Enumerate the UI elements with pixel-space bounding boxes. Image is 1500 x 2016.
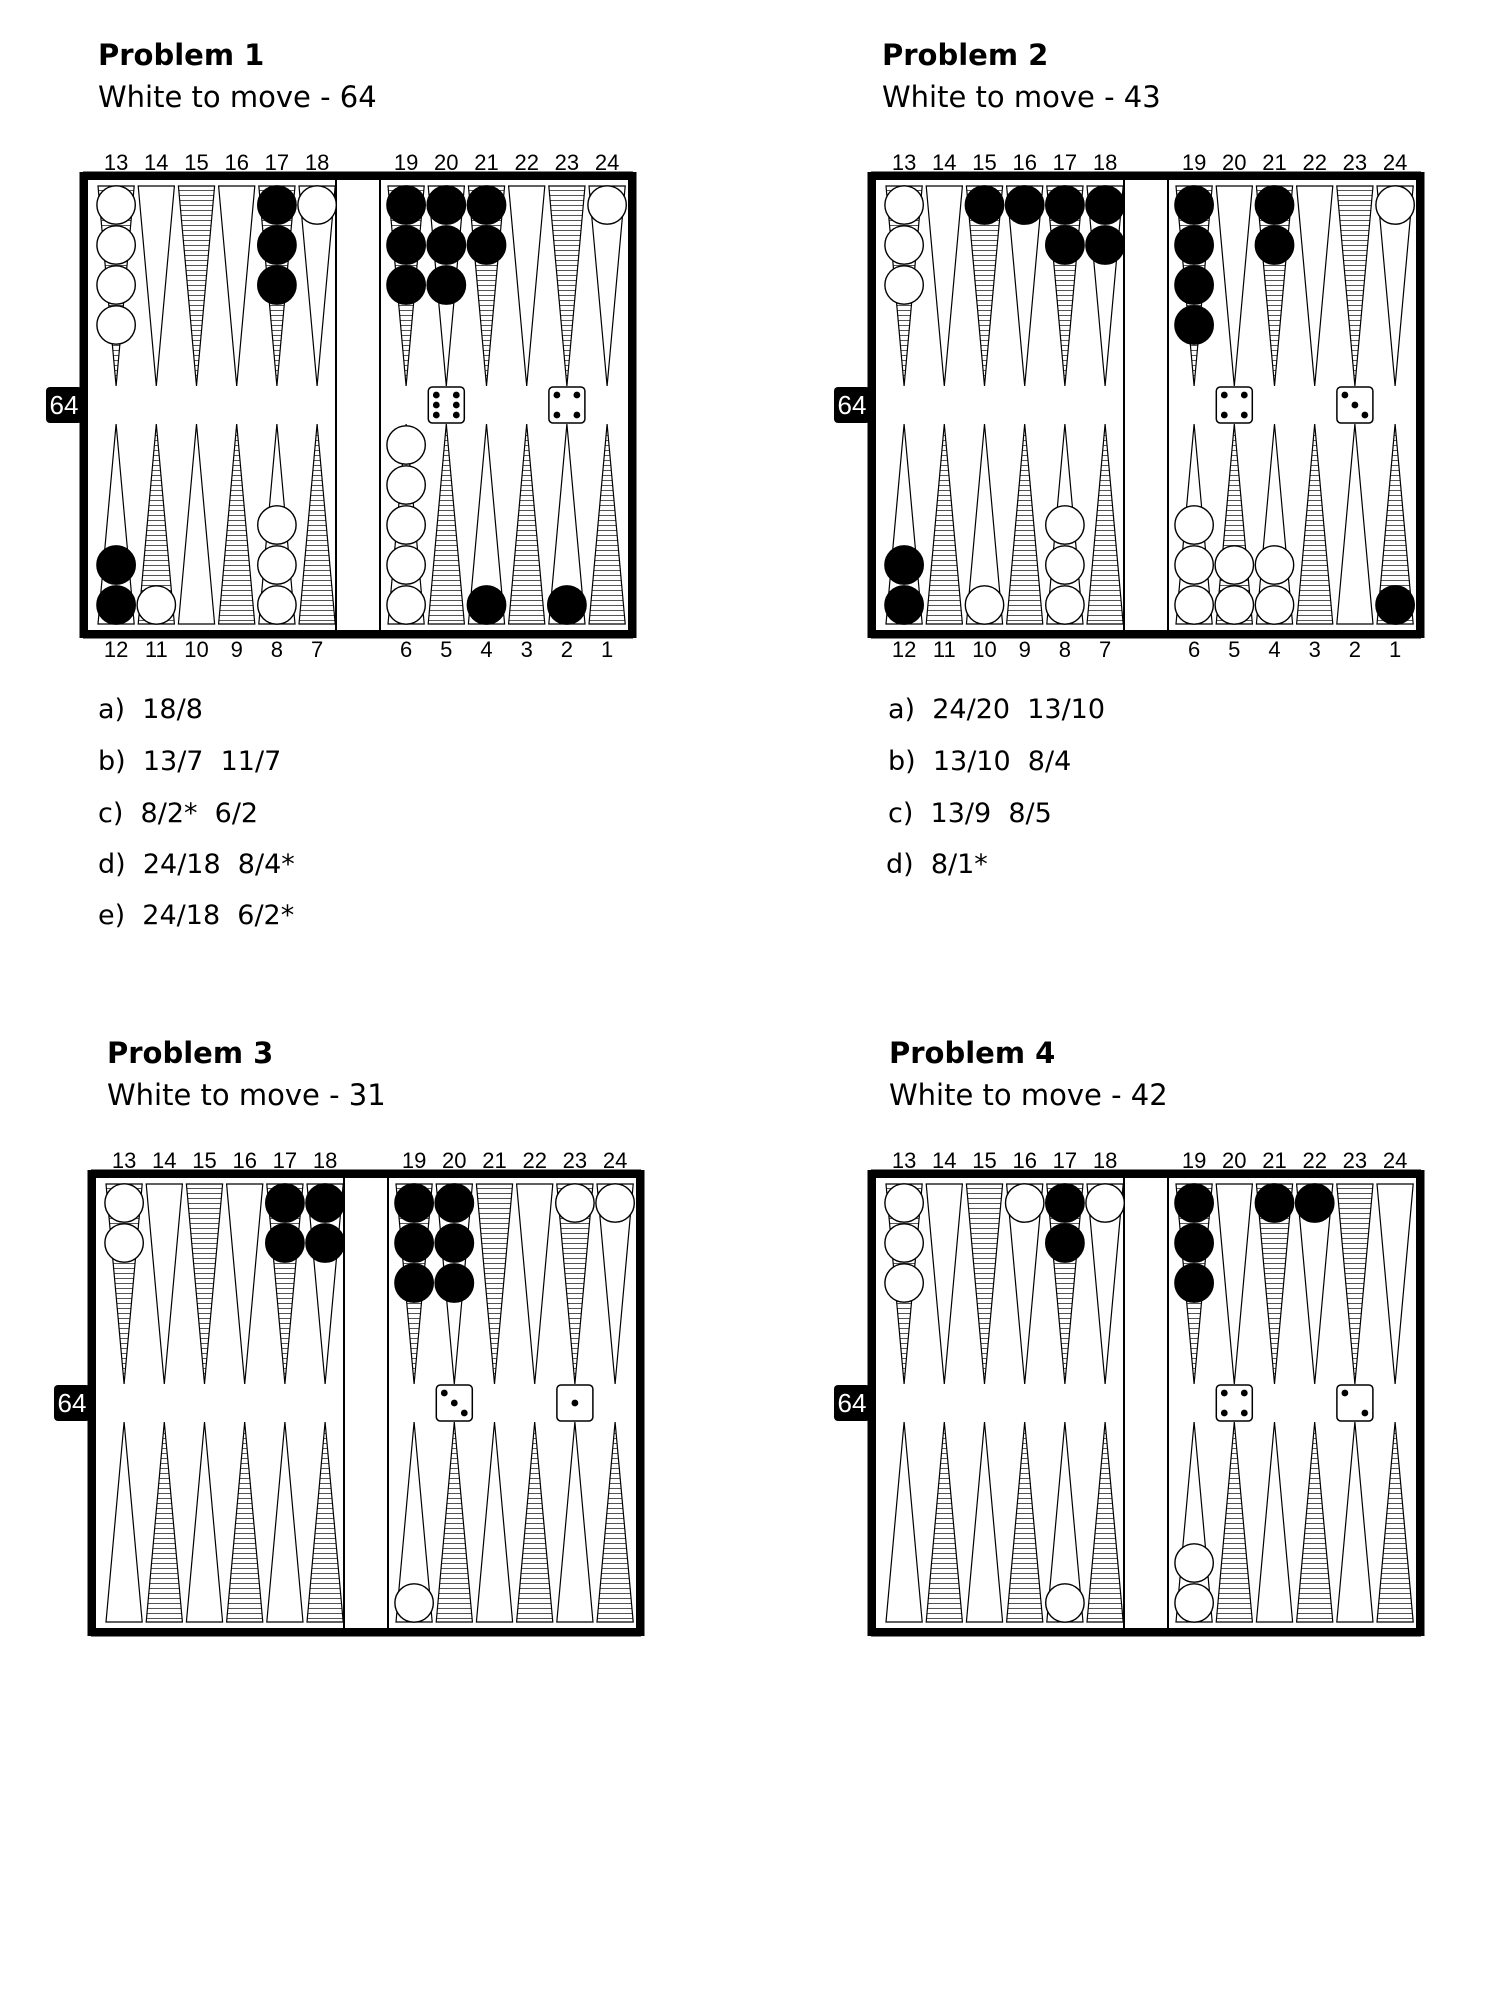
white-checker[interactable] [885, 1184, 923, 1222]
white-checker[interactable] [105, 1184, 143, 1222]
black-checker[interactable] [1296, 1184, 1334, 1222]
white-checker[interactable] [885, 226, 923, 264]
answer-option[interactable]: c) 8/2* 6/2 [98, 798, 259, 829]
point-number-label: 21 [1262, 1148, 1287, 1173]
point-number-label: 9 [1018, 637, 1031, 662]
point-number-label: 23 [562, 1148, 588, 1173]
point-number-label: 22 [522, 1148, 547, 1173]
point-number-label: 17 [272, 1148, 298, 1173]
white-checker[interactable] [1215, 546, 1253, 584]
black-checker[interactable] [395, 1184, 433, 1222]
white-checker[interactable] [1046, 506, 1084, 544]
black-checker[interactable] [435, 1184, 473, 1222]
point-number-label: 8 [1058, 637, 1072, 662]
black-checker[interactable] [885, 586, 923, 624]
black-checker[interactable] [1175, 266, 1213, 304]
black-checker[interactable] [1046, 1184, 1084, 1222]
white-checker[interactable] [387, 586, 425, 624]
die[interactable] [428, 387, 464, 423]
point-number-label: 11 [932, 637, 956, 662]
point-number-label: 24 [594, 150, 620, 175]
white-checker[interactable] [298, 186, 336, 224]
doubling-cube-value: 64 [837, 390, 867, 420]
black-checker[interactable] [266, 1224, 304, 1262]
point-number-label: 17 [1052, 1148, 1078, 1173]
die-pip [1362, 412, 1369, 419]
doubling-cube-value: 64 [57, 1388, 87, 1418]
problem-3 [57, 1036, 807, 2016]
die-pip [1352, 402, 1359, 409]
white-checker[interactable] [387, 506, 425, 544]
point-number-label: 14 [932, 1148, 957, 1173]
die-pip [574, 412, 581, 419]
black-checker[interactable] [1255, 1184, 1293, 1222]
black-checker[interactable] [387, 186, 425, 224]
die[interactable] [1337, 1385, 1373, 1421]
die-pip [1241, 1390, 1248, 1397]
black-checker[interactable] [467, 186, 505, 224]
problem-title: Problem 3 [107, 1036, 274, 1070]
answer-option[interactable]: a) 18/8 [98, 694, 203, 725]
die-pip [554, 392, 561, 399]
point-number-label: 20 [434, 150, 459, 175]
black-checker[interactable] [258, 186, 296, 224]
black-checker[interactable] [965, 186, 1003, 224]
die-pip [1221, 412, 1228, 419]
point-number-label: 3 [520, 637, 533, 662]
point-number-label: 17 [1052, 150, 1078, 175]
backgammon-board [46, 148, 646, 678]
problem-subtitle: White to move - 42 [889, 1078, 1168, 1112]
point-number-label: 6 [399, 637, 413, 662]
black-checker[interactable] [1376, 586, 1414, 624]
point-number-label: 7 [310, 637, 324, 662]
point-number-label: 15 [184, 150, 209, 175]
black-checker[interactable] [427, 266, 465, 304]
point-number-label: 6 [1187, 637, 1201, 662]
doubling-cube-value: 64 [837, 1388, 867, 1418]
die-pip [1241, 412, 1248, 419]
black-checker[interactable] [435, 1264, 473, 1302]
white-checker[interactable] [97, 186, 135, 224]
point-number-label: 13 [891, 1148, 917, 1173]
answer-option[interactable]: d) 24/18 8/4* [98, 849, 295, 880]
point-number-label: 13 [891, 150, 917, 175]
black-checker[interactable] [306, 1184, 344, 1222]
backgammon-board [834, 1146, 1434, 1676]
die[interactable] [549, 387, 585, 423]
point-number-label: 15 [972, 1148, 997, 1173]
point-number-label: 13 [111, 1148, 137, 1173]
white-checker[interactable] [1175, 546, 1213, 584]
point-number-label: 16 [224, 150, 249, 175]
point-number-label: 21 [482, 1148, 507, 1173]
point-number-label: 2 [1348, 637, 1362, 662]
white-checker[interactable] [105, 1224, 143, 1262]
point-number-label: 5 [1228, 637, 1241, 662]
black-checker[interactable] [1175, 1264, 1213, 1302]
white-checker[interactable] [1376, 186, 1414, 224]
black-checker[interactable] [435, 1224, 473, 1262]
problem-2 [837, 38, 1500, 1018]
point-number-label: 19 [393, 150, 419, 175]
white-checker[interactable] [258, 506, 296, 544]
point-number-label: 10 [184, 637, 209, 662]
point-number-label: 12 [891, 637, 917, 662]
point-number-label: 16 [1012, 150, 1037, 175]
white-checker[interactable] [965, 586, 1003, 624]
black-checker[interactable] [266, 1184, 304, 1222]
die-face [1216, 387, 1252, 423]
die-face [1337, 1385, 1373, 1421]
answer-option[interactable]: d) 8/1* [886, 849, 988, 880]
point-number-label: 20 [1222, 1148, 1247, 1173]
point-number-label: 1 [600, 637, 614, 662]
die[interactable] [1216, 387, 1252, 423]
black-checker[interactable] [387, 266, 425, 304]
white-checker[interactable] [97, 226, 135, 264]
white-checker[interactable] [395, 1584, 433, 1622]
point-number-label: 3 [1308, 637, 1321, 662]
white-checker[interactable] [885, 1264, 923, 1302]
point-number-label: 18 [304, 150, 330, 175]
die-face [549, 387, 585, 423]
white-checker[interactable] [1006, 1184, 1044, 1222]
die[interactable] [1216, 1385, 1252, 1421]
die-pip [554, 412, 561, 419]
white-checker[interactable] [1215, 586, 1253, 624]
die-pip [453, 402, 460, 409]
white-checker[interactable] [1175, 1544, 1213, 1582]
white-checker[interactable] [885, 266, 923, 304]
point-number-label: 19 [1181, 150, 1207, 175]
point-number-label: 21 [474, 150, 499, 175]
die-pip [1221, 1410, 1228, 1417]
point-number-label: 15 [192, 1148, 217, 1173]
white-checker[interactable] [1255, 586, 1293, 624]
point-number-label: 1 [1388, 637, 1402, 662]
point-number-label: 23 [1342, 150, 1368, 175]
point-number-label: 14 [932, 150, 957, 175]
point-number-label: 4 [480, 637, 493, 662]
die-pip [461, 1410, 468, 1417]
die[interactable] [557, 1385, 593, 1421]
point-number-label: 19 [1181, 1148, 1207, 1173]
black-checker[interactable] [427, 226, 465, 264]
point-number-label: 24 [1382, 150, 1408, 175]
die-pip [1362, 1410, 1369, 1417]
white-checker[interactable] [1175, 1584, 1213, 1622]
point-number-label: 22 [1302, 1148, 1327, 1173]
black-checker[interactable] [885, 546, 923, 584]
problem-subtitle: White to move - 31 [107, 1078, 386, 1112]
point-number-label: 2 [560, 637, 574, 662]
point-number-label: 22 [1302, 150, 1327, 175]
backgammon-board [54, 1146, 654, 1676]
point-number-label: 23 [1342, 1148, 1368, 1173]
black-checker[interactable] [306, 1224, 344, 1262]
point-number-label: 14 [152, 1148, 177, 1173]
point-number-label: 16 [232, 1148, 257, 1173]
black-checker[interactable] [97, 546, 135, 584]
white-checker[interactable] [387, 546, 425, 584]
black-checker[interactable] [467, 586, 505, 624]
die-pip [1342, 1390, 1349, 1397]
die-pip [1241, 1410, 1248, 1417]
point-number-label: 18 [312, 1148, 338, 1173]
die-pip [433, 412, 440, 419]
point-number-label: 11 [144, 637, 168, 662]
die-pip [451, 1400, 458, 1407]
die-pip [433, 402, 440, 409]
white-checker[interactable] [387, 466, 425, 504]
problem-4 [837, 1036, 1500, 2016]
point-number-label: 10 [972, 637, 997, 662]
white-checker[interactable] [1255, 546, 1293, 584]
point-number-label: 8 [270, 637, 284, 662]
black-checker[interactable] [258, 226, 296, 264]
white-checker[interactable] [1046, 546, 1084, 584]
answer-option[interactable]: b) 13/10 8/4 [888, 746, 1072, 777]
white-checker[interactable] [1175, 586, 1213, 624]
die-pip [574, 392, 581, 399]
white-checker[interactable] [387, 426, 425, 464]
answer-option[interactable]: b) 13/7 11/7 [98, 746, 282, 777]
point-number-label: 18 [1092, 150, 1118, 175]
doubling-cube-value: 64 [49, 390, 79, 420]
die-pip [1221, 1390, 1228, 1397]
white-checker[interactable] [588, 186, 626, 224]
point-number-label: 13 [103, 150, 129, 175]
point-number-label: 18 [1092, 1148, 1118, 1173]
die-pip [572, 1400, 579, 1407]
point-number-label: 9 [230, 637, 243, 662]
die[interactable] [436, 1385, 472, 1421]
problem-1 [49, 38, 798, 1018]
white-checker[interactable] [556, 1184, 594, 1222]
problem-title: Problem 2 [882, 38, 1049, 72]
black-checker[interactable] [1175, 1224, 1213, 1262]
white-checker[interactable] [1086, 1184, 1124, 1222]
black-checker[interactable] [258, 266, 296, 304]
black-checker[interactable] [1255, 226, 1293, 264]
black-checker[interactable] [1046, 1224, 1084, 1262]
point-number-label: 15 [972, 150, 997, 175]
white-checker[interactable] [1175, 506, 1213, 544]
black-checker[interactable] [1086, 226, 1124, 264]
black-checker[interactable] [1175, 306, 1213, 344]
black-checker[interactable] [1046, 186, 1084, 224]
point-number-label: 12 [103, 637, 129, 662]
point-number-label: 20 [1222, 150, 1247, 175]
white-checker[interactable] [885, 1224, 923, 1262]
point-number-label: 24 [602, 1148, 628, 1173]
white-checker[interactable] [596, 1184, 634, 1222]
black-checker[interactable] [1006, 186, 1044, 224]
point-number-label: 16 [1012, 1148, 1037, 1173]
die-pip [453, 392, 460, 399]
problem-title: Problem 1 [98, 38, 265, 72]
black-checker[interactable] [1255, 186, 1293, 224]
white-checker[interactable] [97, 306, 135, 344]
die-pip [441, 1390, 448, 1397]
backgammon-board [834, 148, 1434, 678]
point-number-label: 7 [1098, 637, 1112, 662]
die[interactable] [1337, 387, 1373, 423]
point-number-label: 5 [440, 637, 453, 662]
white-checker[interactable] [137, 586, 175, 624]
white-checker[interactable] [1046, 1584, 1084, 1622]
point-number-label: 4 [1268, 637, 1281, 662]
white-checker[interactable] [97, 266, 135, 304]
die-pip [1241, 392, 1248, 399]
point-number-label: 19 [401, 1148, 427, 1173]
black-checker[interactable] [467, 226, 505, 264]
black-checker[interactable] [1175, 1184, 1213, 1222]
black-checker[interactable] [1175, 226, 1213, 264]
point-number-label: 22 [514, 150, 539, 175]
black-checker[interactable] [548, 586, 586, 624]
black-checker[interactable] [97, 586, 135, 624]
problem-title: Problem 4 [889, 1036, 1056, 1070]
white-checker[interactable] [258, 546, 296, 584]
black-checker[interactable] [1175, 186, 1213, 224]
die-face [1216, 1385, 1252, 1421]
answer-option[interactable]: a) 24/20 13/10 [888, 694, 1106, 725]
point-number-label: 20 [442, 1148, 467, 1173]
problem-subtitle: White to move - 64 [98, 80, 377, 114]
black-checker[interactable] [427, 186, 465, 224]
black-checker[interactable] [1086, 186, 1124, 224]
black-checker[interactable] [395, 1224, 433, 1262]
die-pip [433, 392, 440, 399]
white-checker[interactable] [258, 586, 296, 624]
point-number-label: 21 [1262, 150, 1287, 175]
point-number-label: 14 [144, 150, 169, 175]
black-checker[interactable] [1046, 226, 1084, 264]
black-checker[interactable] [395, 1264, 433, 1302]
white-checker[interactable] [1046, 586, 1084, 624]
black-checker[interactable] [387, 226, 425, 264]
die-pip [1221, 392, 1228, 399]
white-checker[interactable] [885, 186, 923, 224]
answer-option[interactable]: c) 13/9 8/5 [888, 798, 1052, 829]
point-number-label: 17 [264, 150, 290, 175]
die-pip [453, 412, 460, 419]
problem-subtitle: White to move - 43 [882, 80, 1161, 114]
point-number-label: 24 [1382, 1148, 1408, 1173]
die-pip [1342, 392, 1349, 399]
point-number-label: 23 [554, 150, 580, 175]
answer-option[interactable]: e) 24/18 6/2* [98, 900, 295, 931]
